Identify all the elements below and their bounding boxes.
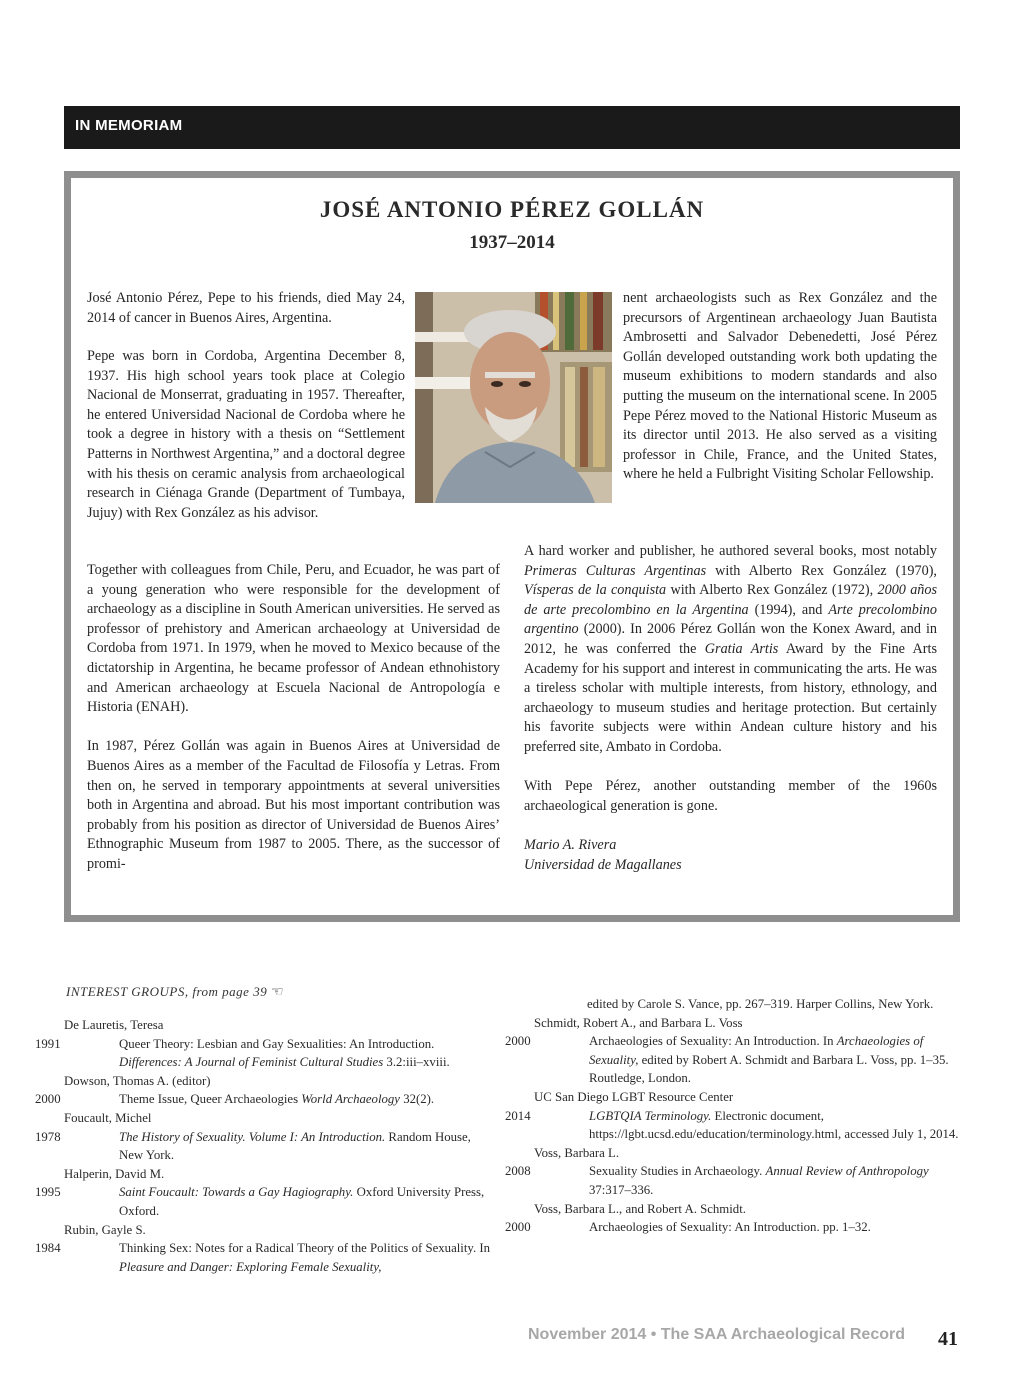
reference-entry: 2014 LGBTQIA Terminology. Electronic document, https://lgbt.ucsd.edu/education/terminology.html, accessed July 1, 2014. [505, 1108, 959, 1142]
reference-entry: 1978 The History of Sexuality. Volume I: An Introduction. Random House, New York. [35, 1129, 471, 1163]
reference-continuation: edited by Carole S. Vance, pp. 267–319. Harper Collins, New York. [587, 997, 934, 1011]
obituary-column-left [87, 289, 405, 328]
reference-author: Schmidt, Robert A., and Barbara L. Voss [534, 1015, 743, 1030]
interest-groups-header: INTEREST GROUPS, from page 39 ☜ [66, 984, 285, 1000]
portrait-image [415, 292, 612, 503]
reference-author: Halperin, David M. [64, 1166, 165, 1181]
reference-author: UC San Diego LGBT Resource Center [534, 1089, 734, 1104]
author-name: Mario A. Rivera [524, 836, 617, 853]
reference-author: Rubin, Gayle S. [64, 1222, 146, 1237]
reference-entry: 2000 Archaeologies of Sexuality: An Introduction. In Archaeologies of Sexuality, edited by Robert A. Schmidt and Barbara L. Voss, pp. 1–35. Routledge, London. [505, 1034, 949, 1086]
reference-author: Dowson, Thomas A. (editor) [64, 1073, 211, 1088]
reference-entry: 2000 Theme Issue, Queer Archaeologies World Archaeology 32(2). [35, 1092, 435, 1107]
obituary-paragraph: In 1987, Pérez Gollán was again in Buenos Aires at Universidad de Buenos Aires as a member of the Facultad de Filosofía y Letras. From then on, he served in temporary appointments at several universities both in Argentina and abroad. But his most important contribution was probably from his position as director of Universidad de Buenos Aires’ Ethnographic Museum from 1987 to 2005. There, as the successor of promi- [87, 738, 500, 872]
obituary-paragraph: Together with colleagues from Chile, Peru, and Ecuador, he was part of a young generation who were responsible for the development of archaeology as a discipline in South American universities. He served as professor of prehistory and American archaeology at Universidad de Cordoba from 1971. In 1979, when he moved to Mexico because of the dictatorship in Argentina, he became professor of Andean ethnohistory and American archaeology at Escuela Nacional de Antropología e Historia (ENAH). [87, 562, 500, 716]
obituary-paragraph: Pepe was born in Cordoba, Argentina December 8, 1937. His high school years took place at Colegio Nacional de Monserrat, graduating in 1957. Thereafter, he entered Universidad Nacional de Cordoba where he took a degree in history with a thesis on “Settlement Patterns in Northwest Argentina,” and a doctoral degree with his thesis on ceramic analysis from archaeological research in Ciénaga Grande (Department of Tumbaya, Jujuy) with Rex González as his advisor. [87, 348, 405, 521]
reference-author: Voss, Barbara L., and Robert A. Schmidt. [534, 1201, 746, 1216]
page-footer: November 2014 • The SAA Archaeological Record [528, 1326, 905, 1343]
obituary-name: JOSÉ ANTONIO PÉREZ GOLLÁN [319, 197, 705, 222]
page-number: 41 [938, 1328, 958, 1350]
obituary-paragraph-books: A hard worker and publisher, he authored several books, most notably Primeras Culturas Argentinas with Alberto Rex González (1970), Vísperas de la conquista with Alberto Rex González (1972), 2000 años de arte precolombino en la Argentina (1994), and Arte precolombino argentino (2000). In 2006 Pérez Gollán won the Konex Award, and in 2012, he was conferred the Gratia Artis Award by the Fine Arts Academy for his support and interest in communicating the arts. He was a tireless scholar with multiple interests, from history, ethnology, and archaeology to museum studies and heritage protection. But certainly his favorite subjects were within Andean culture history and his preferred site, Ambato in Cordoba. [524, 543, 937, 755]
obituary-column-left-3 [87, 561, 500, 875]
reference-author: Voss, Barbara L. [534, 1145, 620, 1160]
obituary-column-right-2 [524, 542, 937, 875]
references-left [35, 1016, 494, 1276]
obituary-paragraph: José Antonio Pérez, Pepe to his friends, died May 24, 2014 of cancer in Buenos Aires, Argentina. [87, 290, 405, 326]
reference-entry: 1991 Queer Theory: Lesbian and Gay Sexualities: An Introduction. Differences: A Journal of Feminist Cultural Studies 3.2:iii–xviii. [35, 1036, 450, 1070]
reference-entry: 1984 Thinking Sex: Notes for a Radical Theory of the Politics of Sexuality. In Pleasure and Danger: Exploring Female Sexuality, [35, 1241, 491, 1274]
references-right [505, 995, 960, 1237]
hand-pointer-icon: ☜ [270, 985, 285, 1000]
section-banner [64, 106, 960, 149]
portrait-photo [415, 292, 612, 503]
obituary-dates: 1937–2014 [469, 232, 555, 253]
obituary-paragraph: With Pepe Pérez, another outstanding member of the 1960s archaeological generation is gone. [524, 778, 937, 814]
reference-entry: 1995 Saint Foucault: Towards a Gay Hagiography. Oxford University Press, Oxford. [35, 1185, 485, 1218]
reference-author: De Lauretis, Teresa [64, 1018, 164, 1032]
obituary-column-right [623, 289, 937, 485]
reference-entry: 2000 Archaeologies of Sexuality: An Introduction. pp. 1–32. [505, 1220, 871, 1235]
obituary-column-left-2 [87, 347, 405, 523]
obituary-paragraph: nent archaeologists such as Rex González and the precursors of Argentinean archaeology Juan Bautista Ambrosetti and Salvador Debenedetti, José Pérez Gollán developed outstanding work both updating the museum exhibitions to modern standards and also putting the museum on the international scene. In 2005 Pepe Pérez moved to the National Historic Museum as its director until 2013. He also served as a visiting professor in Chile, France, and the United States, where he held a Fulbright Visiting Scholar Fellowship. [623, 290, 937, 483]
reference-entry: 2008 Sexuality Studies in Archaeology. Annual Review of Anthropology 37:317–336. [505, 1164, 929, 1197]
author-affiliation: Universidad de Magallanes [524, 856, 682, 873]
obituary-signature [524, 836, 937, 875]
section-label: IN MEMORIAM [75, 117, 183, 134]
reference-author: Foucault, Michel [64, 1110, 152, 1125]
